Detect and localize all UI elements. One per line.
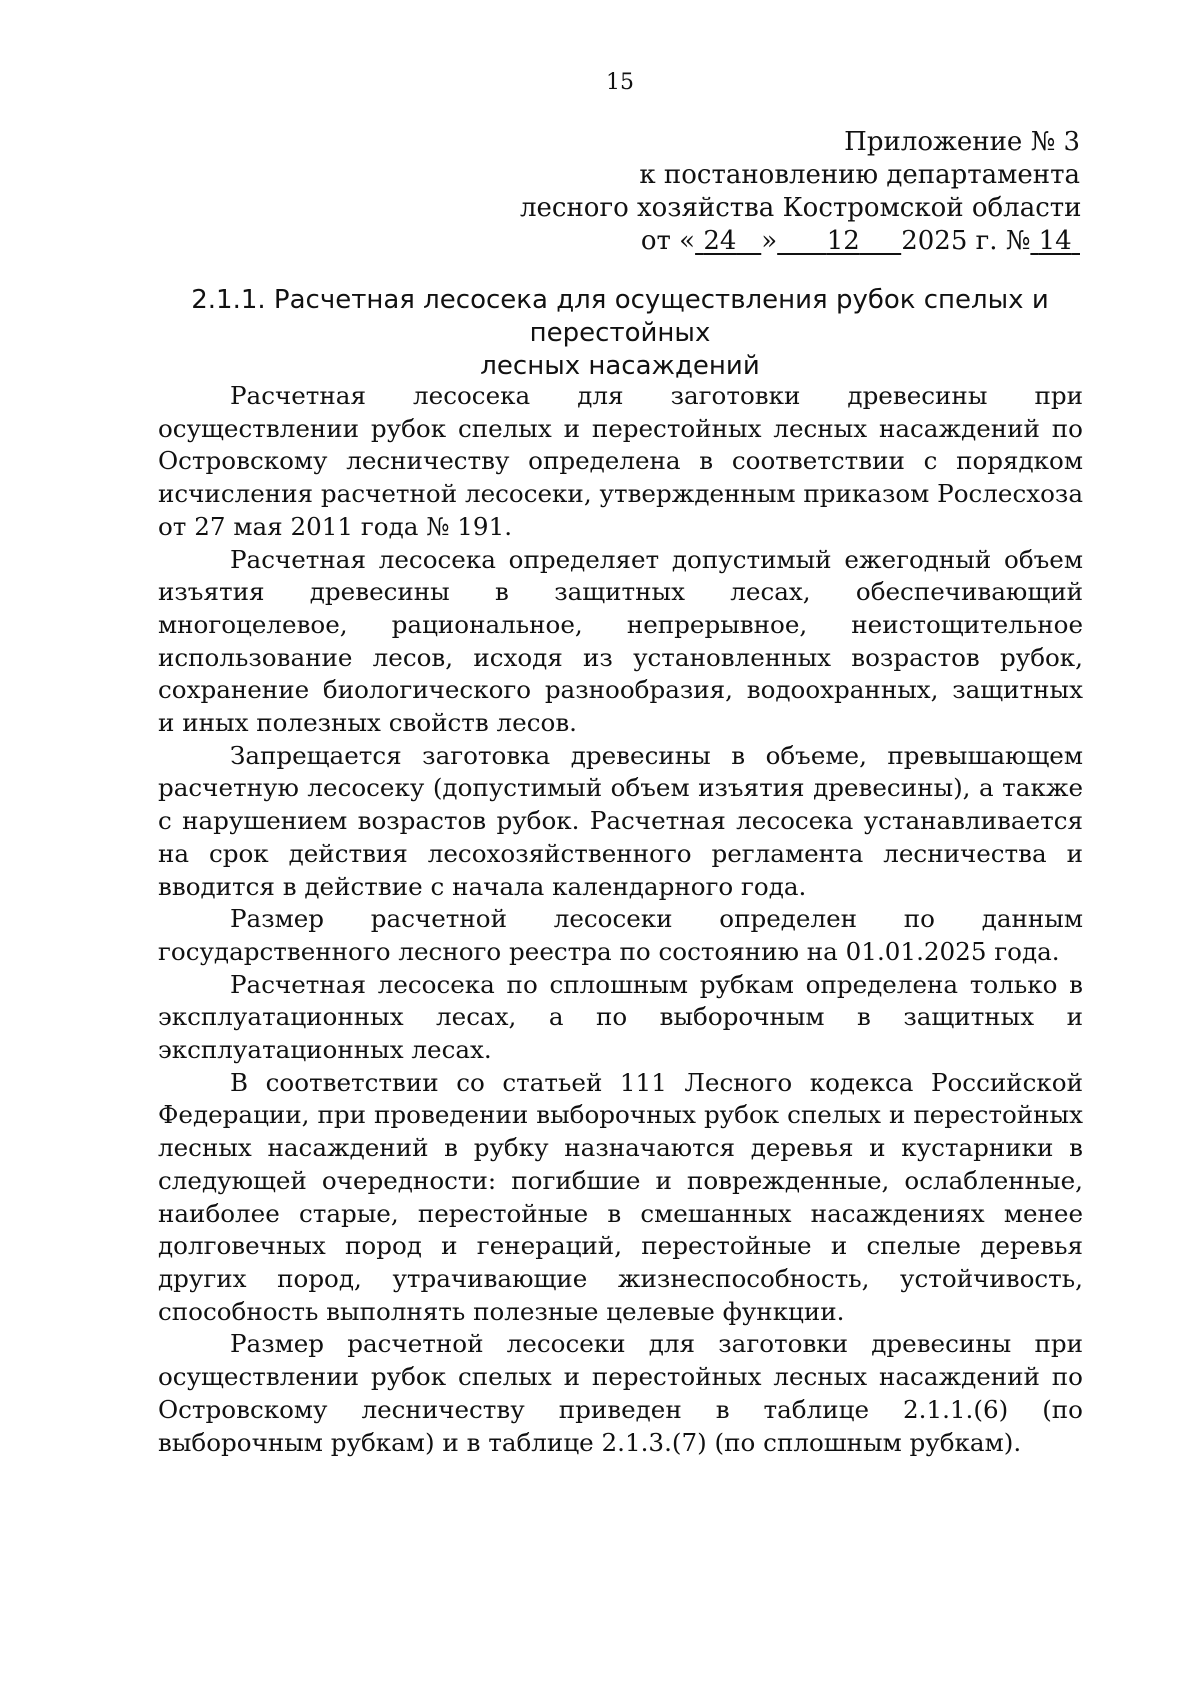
- date-year: 2025 г. №: [901, 226, 1031, 256]
- date-month: [777, 226, 901, 256]
- paragraph-3: Запрещается заготовка древесины в объеме, превышающем расчетную лесосеку (допустимый объем изъятия древесины), а также с нарушением возрастов рубок. Расчетная лесосека устанавливается на срок действия лесохозяйственного регламента лесничества и вводится в действие с начала календарного года.: [158, 740, 1083, 901]
- appendix-header: [520, 126, 1080, 258]
- paragraph-4: Размер расчетной лесосеки определен по данным государственного лесного реестра по состоянию на 01.01.2025 года.: [158, 904, 1083, 966]
- paragraph-5: Расчетная лесосека по сплошным рубкам определена только в эксплуатационных лесах, а по выборочным в защитных и эксплуатационных лесах.: [158, 969, 1083, 1065]
- document-number-value: 14: [1038, 226, 1072, 256]
- appendix-title: Приложение № 3: [844, 127, 1080, 157]
- appendix-subtitle-2: лесного хозяйства Костромской области: [520, 193, 1082, 223]
- date-day-value: 24: [703, 226, 737, 256]
- paragraph-2: Расчетная лесосека определяет допустимый ежегодный объем изъятия древесины в защитных лесах, обеспечивающий многоцелевое, рациональное, непрерывное, неистощительное использование лесов, исходя из установленных возрастов рубок, сохранение биологического разнообразия, водоохранных, защитных и иных полезных свойств лесов.: [158, 544, 1083, 738]
- appendix-date-line: [520, 225, 1080, 258]
- document-number: [1030, 226, 1080, 256]
- section-heading-line-2: лесных насаждений: [480, 351, 760, 381]
- page-number: 15: [606, 70, 634, 95]
- date-day-close: »: [761, 226, 778, 256]
- body-text: [158, 380, 1083, 1459]
- section-heading: [150, 284, 1090, 383]
- date-prefix: от «: [640, 226, 696, 256]
- appendix-subtitle-1: к постановлению департамента: [639, 160, 1080, 190]
- date-day: [695, 226, 761, 256]
- section-heading-line-1: 2.1.1. Расчетная лесосека для осуществления рубок спелых и перестойных: [191, 285, 1049, 348]
- paragraph-6: В соответствии со статьей 111 Лесного кодекса Российской Федерации, при проведении выборочных рубок спелых и перестойных лесных насаждений в рубку назначаются деревья и кустарники в следующей очередности: погибшие и поврежденные, ослабленные, наиболее старые, перестойные в смешанных насаждениях менее долговечных пород и генераций, перестойные и спелые деревья других пород, утрачивающие жизнеспособность, устойчивость, способность выполнять полезные целевые функции.: [158, 1067, 1083, 1326]
- date-month-value: 12: [826, 226, 860, 256]
- paragraph-1: Расчетная лесосека для заготовки древесины при осуществлении рубок спелых и перестойных лесных насаждений по Островскому лесничеству определена в соответствии с порядком исчисления расчетной лесосеки, утвержденным приказом Рослесхоза от 27 мая 2011 года № 191.: [158, 381, 1083, 541]
- paragraph-7: Размер расчетной лесосеки для заготовки древесины при осуществлении рубок спелых и перестойных лесных насаждений по Островскому лесничеству приведен в таблице 2.1.1.(6) (по выборочным рубкам) и в таблице 2.1.3.(7) (по сплошным рубкам).: [158, 1329, 1083, 1457]
